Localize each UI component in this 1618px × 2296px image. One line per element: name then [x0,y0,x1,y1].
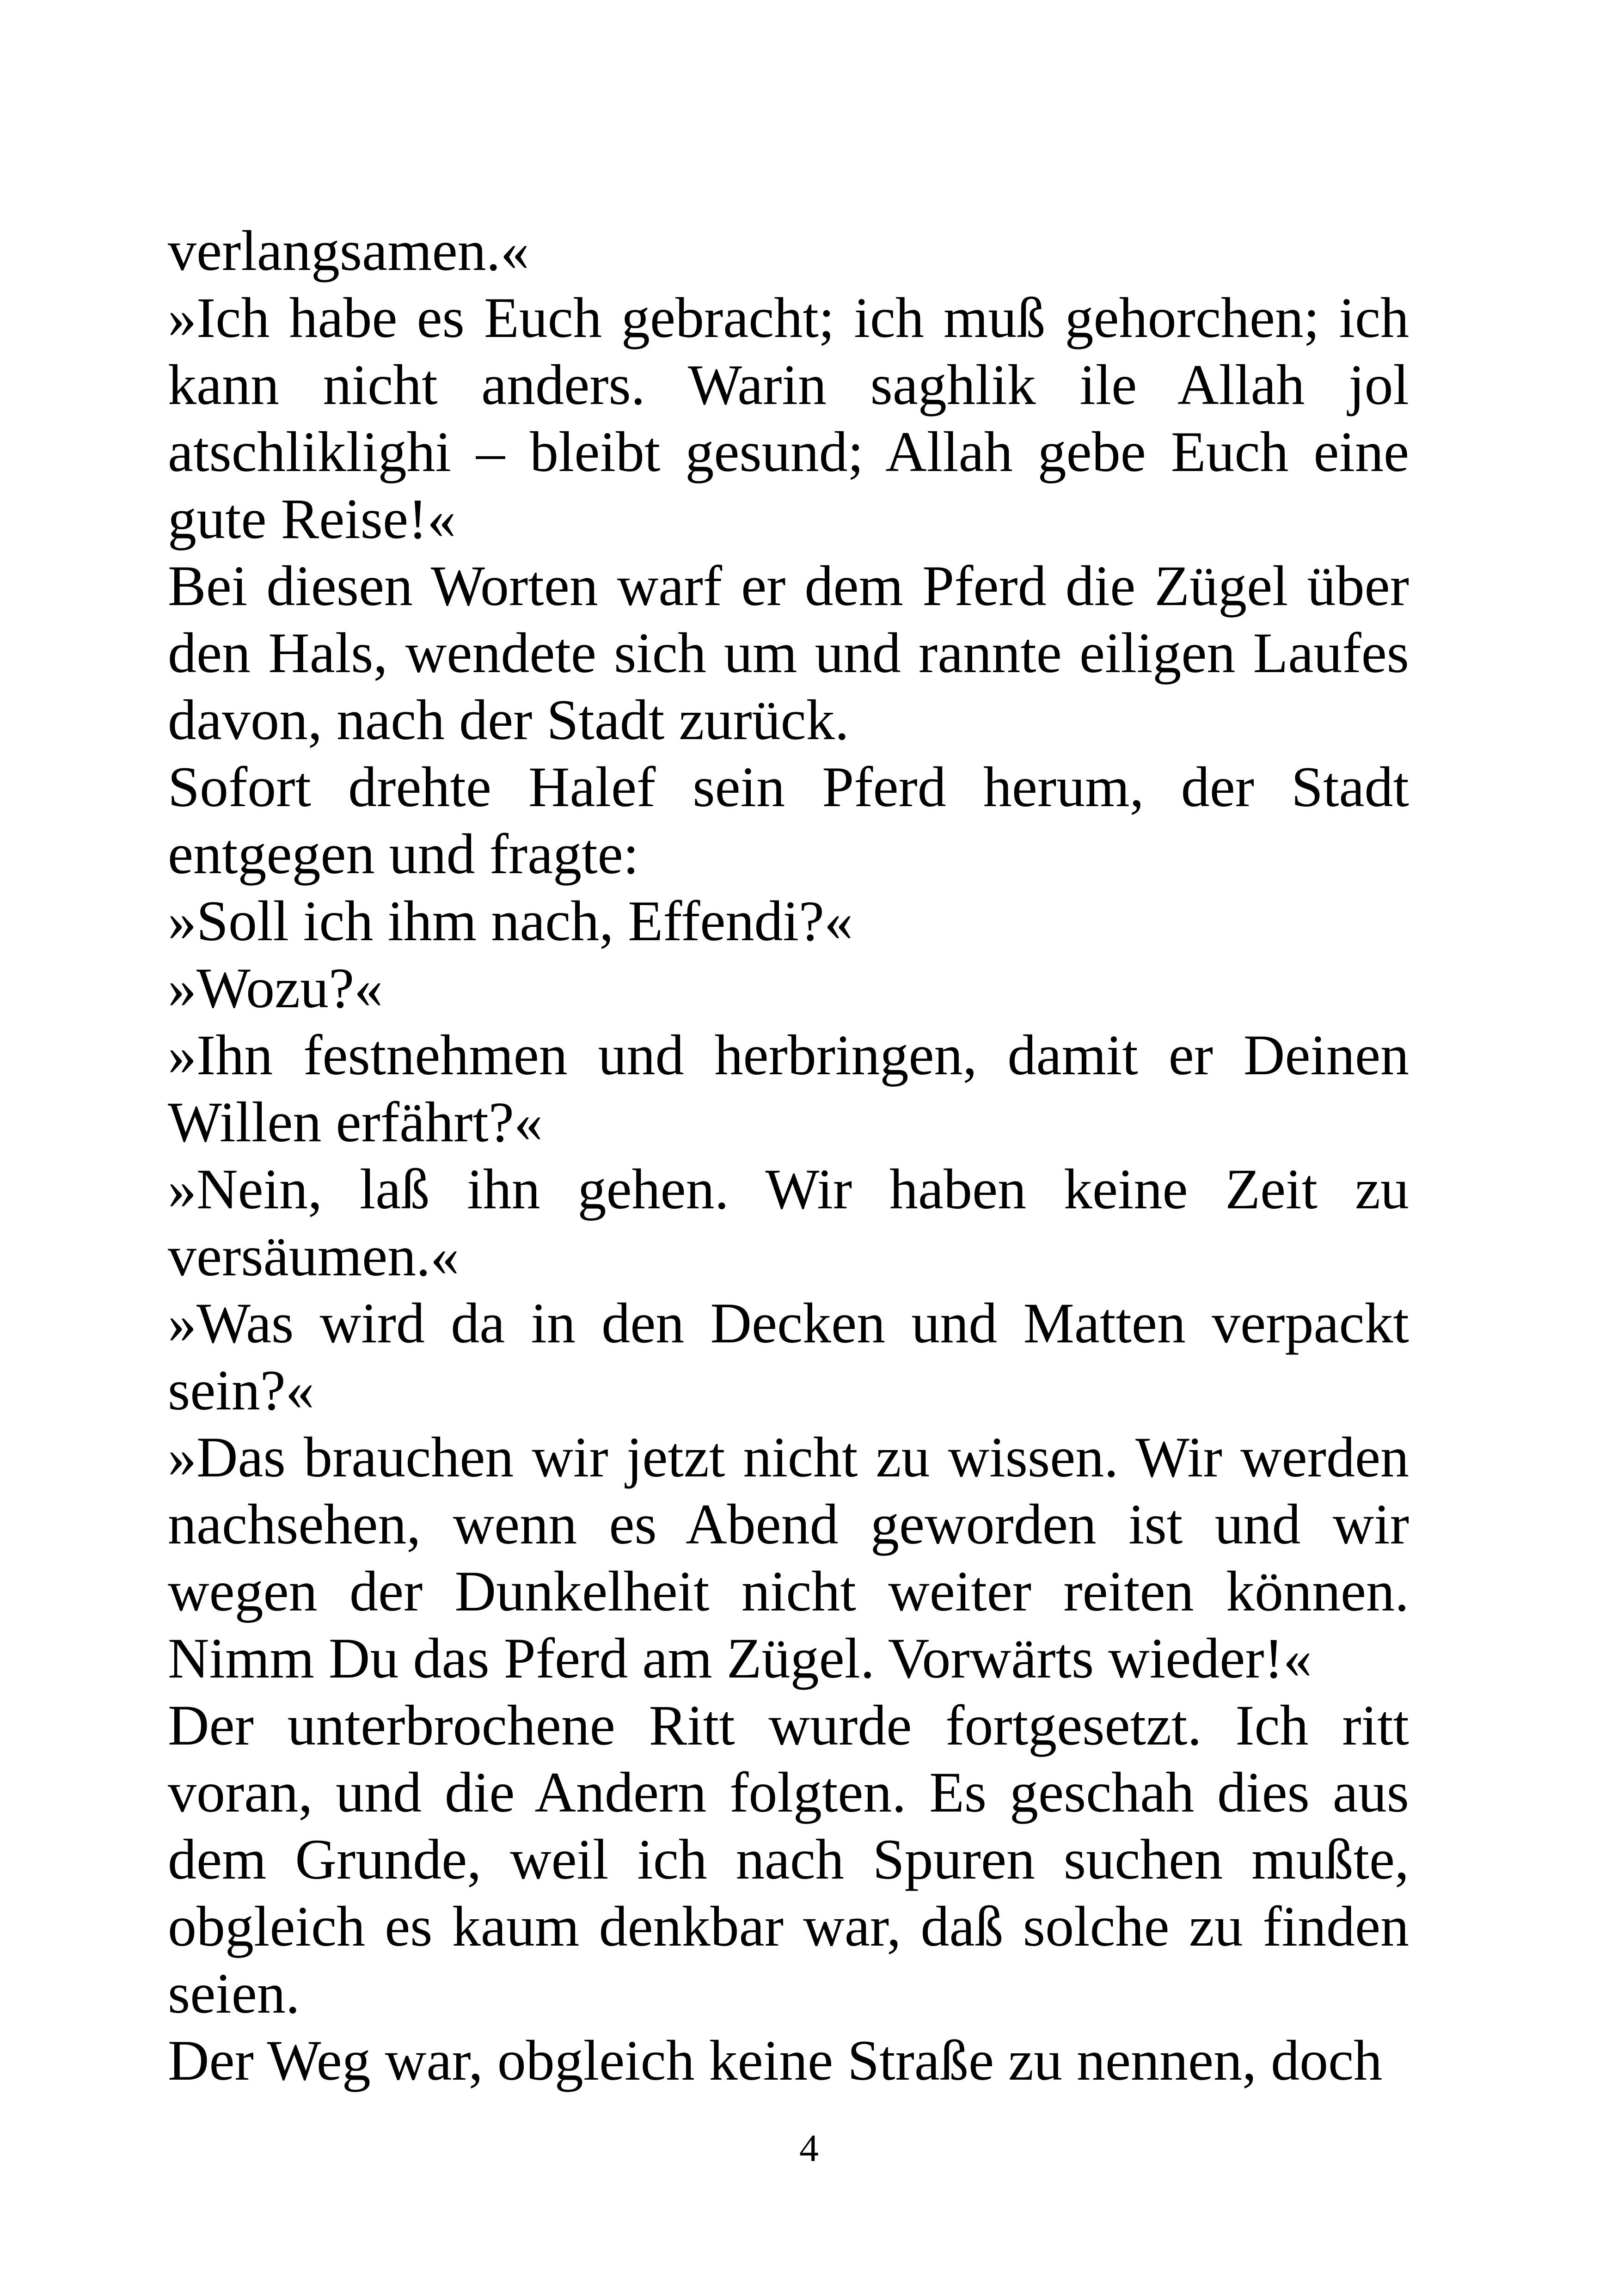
paragraph: »Was wird da in den Decken und Matten verpackt sein?« [168,1292,1409,1422]
paragraph: Bei diesen Worten warf er dem Pferd die Zügel über den Hals, wendete sich um und rannte eiligen Laufes davon, nach der Stadt zurück. [168,554,1409,752]
paragraph: »Ihn festnehmen und herbringen, damit er Deinen Willen erfährt?« [168,1023,1409,1154]
paragraph: »Wozu?« [168,956,383,1020]
paragraph: Der Weg war, obgleich keine Straße zu nennen, doch [168,2029,1383,2092]
paragraph: Sofort drehte Halef sein Pferd herum, der Stadt entgegen und fragte: [168,755,1409,886]
body-text [168,217,1409,2094]
page-number: 4 [799,2127,819,2170]
paragraph: »Nein, laß ihn gehen. Wir haben keine Zeit zu versäumen.« [168,1157,1409,1288]
paragraph: »Ich habe es Euch gebracht; ich muß gehorchen; ich kann nicht anders. Warin saghlik ile Allah jol atschliklighi – bleibt gesund; Allah gebe Euch eine gute Reise!« [168,286,1409,551]
paragraph: »Soll ich ihm nach, Effendi?« [168,889,853,953]
paragraph: verlangsamen.« [168,219,529,282]
paragraph: Der unterbrochene Ritt wurde fortgesetzt. Ich ritt voran, und die Andern folgten. Es geschah dies aus dem Grunde, weil ich nach Spuren suchen mußte, obgleich es kaum denkbar war, daß solche zu finden seien. [168,1694,1409,2025]
paragraph: »Das brauchen wir jetzt nicht zu wissen. Wir werden nachsehen, wenn es Abend geworden ist und wir wegen der Dunkelheit nicht weiter reiten können. Nimm Du das Pferd am Zügel. Vorwärts wieder!« [168,1426,1409,1690]
